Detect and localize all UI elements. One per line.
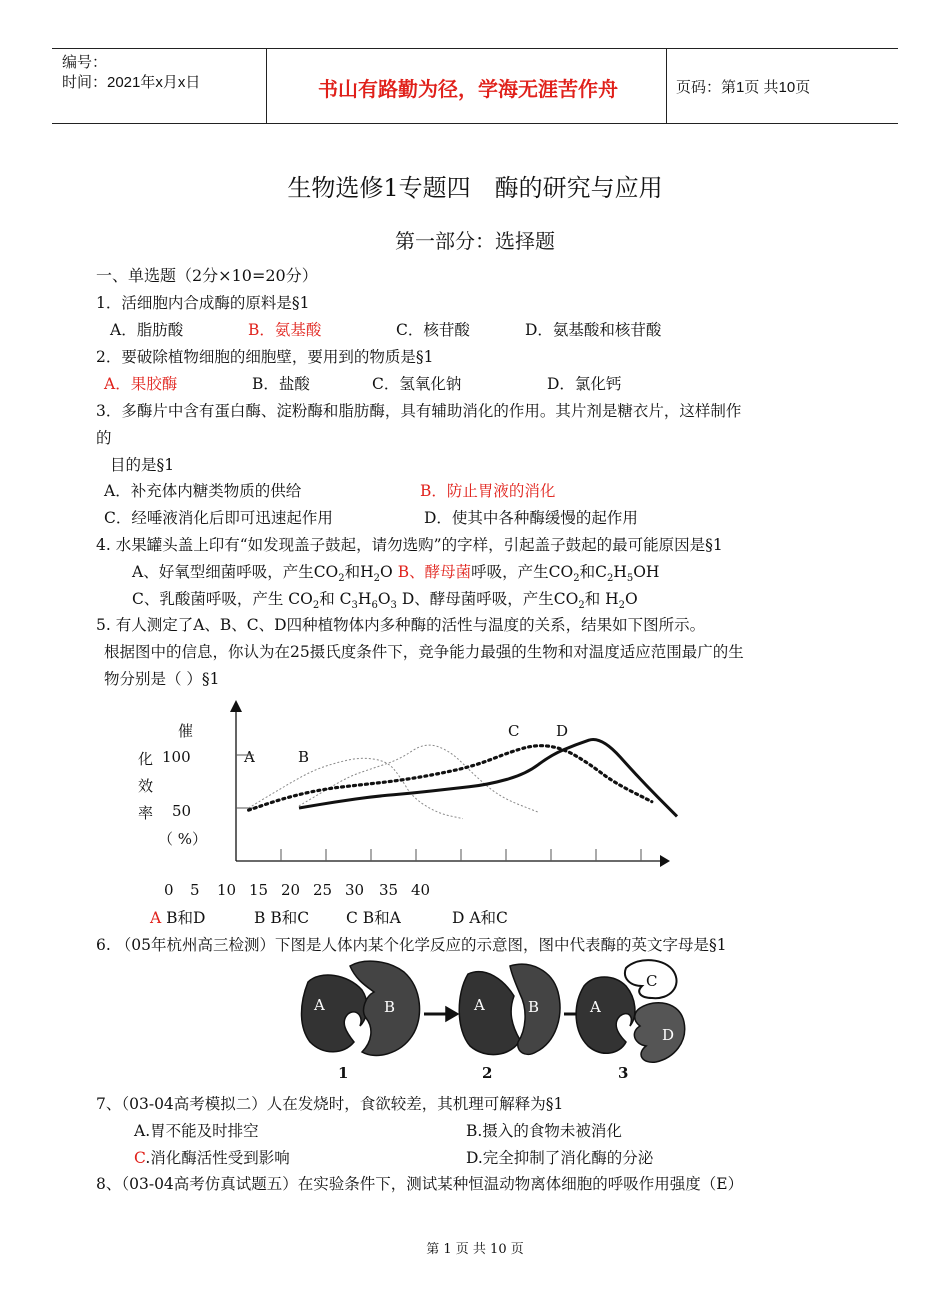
header-divider	[266, 49, 267, 123]
q4-option-d-text: O	[625, 590, 638, 608]
x-tick: 35	[379, 881, 399, 899]
q2-option-d: D．氯化钙	[547, 375, 622, 393]
q4-option-a-text: 和H	[344, 563, 374, 581]
x-tick: 30	[345, 881, 365, 899]
x-tick: 5	[190, 881, 200, 899]
q8-stem: 8、（03-04高考仿真试题五）在实验条件下，测试某种恒温动物离体细胞的呼吸作用强度（E）	[96, 1175, 744, 1193]
subscript: 2	[373, 573, 381, 585]
step-number: 3	[618, 1064, 629, 1082]
diagram-label-b: B	[528, 998, 540, 1016]
q4-option-b-answer: B、酵母菌	[397, 563, 472, 581]
doc-number-label: 编号：	[62, 54, 108, 71]
q4-options-cd	[132, 589, 638, 616]
q4-option-d-text: D、酵母菌呼吸，产生CO	[401, 590, 579, 608]
q7-option-c	[134, 1148, 290, 1168]
q3-stem-line2: 的	[96, 429, 112, 447]
q2-option-a: A．果胶酶	[104, 375, 178, 393]
header-motto: 书山有路勤为径，学海无涯苦作舟	[318, 77, 618, 101]
q4-option-c-text: C、乳酸菌呼吸，产生 CO	[132, 590, 313, 608]
y-tick-50: 50	[172, 802, 192, 820]
q3-option-b: B．防止胃液的消化	[420, 482, 556, 500]
q5-option-a: B和D	[161, 909, 206, 927]
q3-stem-line1: 3．多酶片中含有蛋白酶、淀粉酶和脂肪酶，具有辅助消化的作用。其片剂是糖衣片，这样制作	[96, 402, 742, 420]
q7-option-c-text: .消化酶活性受到影响	[145, 1149, 290, 1167]
section-heading: 一、单选题（2分×10=20分）	[96, 266, 318, 285]
diagram-label-b: B	[384, 998, 396, 1016]
series-label-d: D	[556, 722, 569, 740]
molecule-a-shape	[459, 972, 520, 1055]
q1-stem: 1．活细胞内合成酶的原料是§1	[96, 294, 310, 312]
y-axis-unit: （ %）	[158, 830, 208, 848]
q5-option-b: B B和C	[254, 909, 310, 927]
subscript: 5	[626, 573, 634, 585]
diagram-label-c: C	[646, 972, 658, 990]
step-number: 1	[338, 1064, 349, 1082]
chart-axes	[230, 700, 670, 867]
x-axis-arrow-icon	[660, 855, 670, 867]
q7-option-c-letter: C	[134, 1149, 146, 1167]
series-line-d	[299, 739, 677, 816]
q4-option-a-text: A、好氧型细菌呼吸，产生CO	[132, 563, 339, 581]
q7-option-a: A.胃不能及时排空	[134, 1122, 259, 1140]
q4-option-b-text: H	[613, 563, 627, 581]
q4-stem: 4. 水果罐头盖上印有“如发现盖子鼓起，请勿选购”的字样，引起盖子鼓起的最可能原因是§1	[96, 536, 723, 554]
q4-option-c-text: O	[377, 590, 391, 608]
q3-option-d: D．使其中各种酶缓慢的起作用	[424, 509, 638, 527]
q4-option-c-text: H	[357, 590, 372, 608]
subscript: 3	[390, 600, 397, 612]
series-line-b	[299, 745, 538, 812]
q3-stem-line3: 目的是§1	[110, 456, 175, 474]
header-page-info: 页码：第1页 共10页	[676, 79, 811, 96]
q5-options	[150, 908, 205, 928]
q1-option-a: A．脂肪酸	[110, 321, 184, 339]
doc-subtitle: 第一部分：选择题	[395, 229, 555, 253]
x-tick: 40	[411, 881, 431, 899]
subscript: 2	[312, 600, 320, 612]
series-label-b: B	[298, 748, 310, 766]
y-axis-label-char: 催	[178, 722, 194, 740]
x-tick: 20	[281, 881, 301, 899]
q2-option-c: C．氢氧化钠	[372, 375, 462, 393]
q5-stem-line3: 物分别是（ ）§1	[104, 670, 220, 688]
diagram-label-a: A	[314, 996, 325, 1014]
x-tick: 0	[164, 881, 174, 899]
q3-option-c: C．经唾液消化后即可迅速起作用	[104, 509, 333, 527]
subscript: 2	[338, 573, 345, 585]
q5-option-d: D A和C	[452, 909, 508, 927]
page-header	[52, 48, 898, 124]
arrow-head-icon	[446, 1007, 458, 1021]
y-axis-label-char: 效	[138, 777, 154, 795]
series-label-a: A	[244, 748, 255, 766]
doc-title: 生物选修1专题四 酶的研究与应用	[287, 174, 663, 202]
diagram-label-a: A	[590, 998, 601, 1016]
q3-option-a: A．补充体内糖类物质的供给	[104, 482, 302, 500]
q4-option-c-text: 和 C	[319, 590, 352, 608]
q5-stem-line1: 5. 有人测定了A、B、C、D四种植物体内多种酶的活性与温度的关系，结果如下图所示。	[96, 616, 706, 634]
subscript: 2	[606, 573, 614, 585]
molecule-a-shape	[576, 977, 635, 1053]
subscript: 2	[578, 600, 585, 612]
q7-option-b: B.摄入的食物未被消化	[466, 1122, 622, 1140]
q6-stem: 6. （05年杭州高三检测）下图是人体内某个化学反应的示意图，图中代表酶的英文字母是§1	[96, 936, 727, 954]
y-axis-arrow-icon	[230, 700, 242, 712]
enzyme-reaction-diagram	[290, 956, 700, 1082]
subscript: 6	[371, 600, 378, 612]
molecule-a-shape	[302, 975, 368, 1052]
q4-option-a-text: O	[380, 563, 393, 581]
x-tick: 25	[313, 881, 333, 899]
x-tick: 15	[249, 881, 269, 899]
q7-stem: 7、（03-04高考模拟二）人在发烧时，食欲较差，其机理可解释为§1	[96, 1095, 564, 1113]
page-footer: 第 1 页 共 10 页	[426, 1242, 524, 1257]
y-tick-100: 100	[162, 748, 191, 766]
diagram-label-a: A	[474, 996, 485, 1014]
q1-option-c: C．核苷酸	[396, 321, 470, 339]
series-line-c	[249, 746, 652, 810]
doc-time: 时间：2021年x月x日	[62, 74, 201, 91]
q7-option-d: D.完全抑制了消化酶的分泌	[466, 1149, 654, 1167]
q5-option-a-letter: A	[150, 909, 162, 927]
subscript: 3	[351, 600, 358, 612]
diagram-label-d: D	[662, 1026, 675, 1044]
y-axis-label-char: 率	[138, 804, 154, 822]
subscript: 2	[573, 573, 580, 585]
subscript: 2	[618, 600, 626, 612]
q4-option-b-text: 和C	[579, 563, 607, 581]
q2-option-b: B．盐酸	[252, 375, 310, 393]
molecule-d-shape	[634, 1003, 684, 1063]
q2-stem: 2．要破除植物细胞的细胞壁，要用到的物质是§1	[96, 348, 434, 366]
q4-option-d-text: 和 H	[584, 590, 619, 608]
q5-option-c: C B和A	[346, 909, 401, 927]
q5-stem-line2: 根据图中的信息，你认为在25摄氏度条件下，竞争能力最强的生物和对温度适应范围最广的生	[104, 643, 744, 661]
header-meta	[62, 53, 200, 93]
series-line-a	[249, 758, 463, 818]
chart-series	[249, 739, 677, 818]
x-tick: 10	[217, 881, 237, 899]
step-number: 2	[482, 1064, 493, 1082]
y-axis-label-char: 化	[138, 750, 154, 768]
series-label-c: C	[508, 722, 520, 740]
q1-option-b: B．氨基酸	[248, 321, 322, 339]
q1-option-d: D．氨基酸和核苷酸	[525, 321, 662, 339]
q4-option-b-text: OH	[633, 563, 660, 581]
q4-options-ab	[132, 562, 659, 589]
q4-option-b-text: 呼吸，产生CO	[471, 563, 574, 581]
